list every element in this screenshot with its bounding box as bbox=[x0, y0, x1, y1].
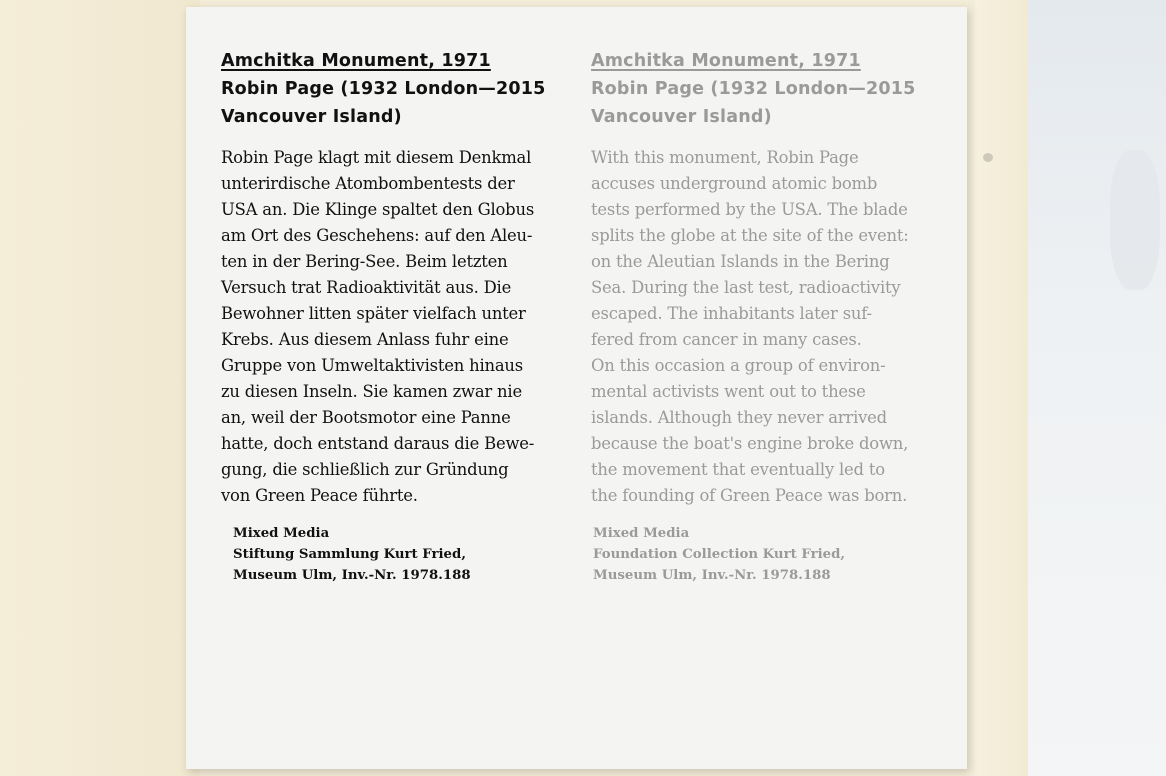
text-line: USA an. Die Klinge spaltet den Globus bbox=[221, 200, 535, 219]
german-column bbox=[221, 47, 571, 586]
english-credits bbox=[593, 523, 941, 586]
german-credits bbox=[233, 523, 571, 586]
credit-medium: Mixed Media bbox=[233, 526, 330, 541]
artwork-title-german: Amchitka Monument, 1971 bbox=[221, 51, 491, 71]
text-line: Robin Page klagt mit diesem Denkmal bbox=[221, 148, 532, 167]
text-line: accuses underground atomic bomb bbox=[591, 174, 878, 193]
english-heading bbox=[591, 47, 941, 131]
text-line: splits the globe at the site of the event: bbox=[591, 226, 909, 245]
text-line: zu diesen Inseln. Sie kamen zwar nie bbox=[221, 382, 522, 401]
text-line: von Green Peace führte. bbox=[221, 486, 418, 505]
text-line: Gruppe von Umweltaktivisten hinaus bbox=[221, 356, 523, 375]
artist-line: Robin Page (1932 London—2015 bbox=[221, 79, 546, 99]
text-line: Bewohner litten später vielfach unter bbox=[221, 304, 526, 323]
text-line: With this monument, Robin Page bbox=[591, 148, 859, 167]
text-line: Versuch trat Radioaktivität aus. Die bbox=[221, 278, 512, 297]
text-line: tests performed by the USA. The blade bbox=[591, 200, 908, 219]
wall-mark bbox=[983, 153, 993, 162]
text-line: am Ort des Geschehens: auf den Aleu- bbox=[221, 226, 533, 245]
english-column bbox=[591, 47, 941, 586]
text-line: Krebs. Aus diesem Anlass fuhr eine bbox=[221, 330, 509, 349]
artwork-title-english: Amchitka Monument, 1971 bbox=[591, 51, 861, 71]
german-heading bbox=[221, 47, 571, 131]
wall-corner bbox=[975, 0, 1031, 776]
text-line: mental activists went out to these bbox=[591, 382, 866, 401]
text-line: because the boat's engine broke down, bbox=[591, 434, 909, 453]
wall-shadow bbox=[1110, 150, 1160, 290]
museum-label-placard bbox=[186, 7, 967, 769]
artist-line: Robin Page (1932 London—2015 bbox=[591, 79, 916, 99]
text-line: an, weil der Bootsmotor eine Panne bbox=[221, 408, 511, 427]
text-line: On this occasion a group of environ- bbox=[591, 356, 886, 375]
wall-right bbox=[1028, 0, 1166, 776]
text-line: escaped. The inhabitants later suf- bbox=[591, 304, 872, 323]
credit-medium: Mixed Media bbox=[593, 526, 690, 541]
wall-left bbox=[0, 0, 200, 776]
credit-inventory: Museum Ulm, Inv.-Nr. 1978.188 bbox=[233, 568, 471, 583]
text-line: on the Aleutian Islands in the Bering bbox=[591, 252, 890, 271]
text-line: ten in der Bering-See. Beim letzten bbox=[221, 252, 508, 271]
credit-inventory: Museum Ulm, Inv.-Nr. 1978.188 bbox=[593, 568, 831, 583]
text-line: hatte, doch entstand daraus die Bewe- bbox=[221, 434, 535, 453]
text-line: fered from cancer in many cases. bbox=[591, 330, 862, 349]
artist-line: Vancouver Island) bbox=[221, 107, 402, 127]
text-line: the movement that eventually led to bbox=[591, 460, 885, 479]
text-line: islands. Although they never arrived bbox=[591, 408, 887, 427]
credit-collection: Foundation Collection Kurt Fried, bbox=[593, 547, 846, 562]
artist-line: Vancouver Island) bbox=[591, 107, 772, 127]
text-line: gung, die schließlich zur Gründung bbox=[221, 460, 509, 479]
credit-collection: Stiftung Sammlung Kurt Fried, bbox=[233, 547, 466, 562]
text-line: Sea. During the last test, radioactivity bbox=[591, 278, 901, 297]
text-line: the founding of Green Peace was born. bbox=[591, 486, 908, 505]
german-description bbox=[221, 145, 571, 509]
text-line: unterirdische Atombombentests der bbox=[221, 174, 515, 193]
english-description bbox=[591, 145, 941, 509]
